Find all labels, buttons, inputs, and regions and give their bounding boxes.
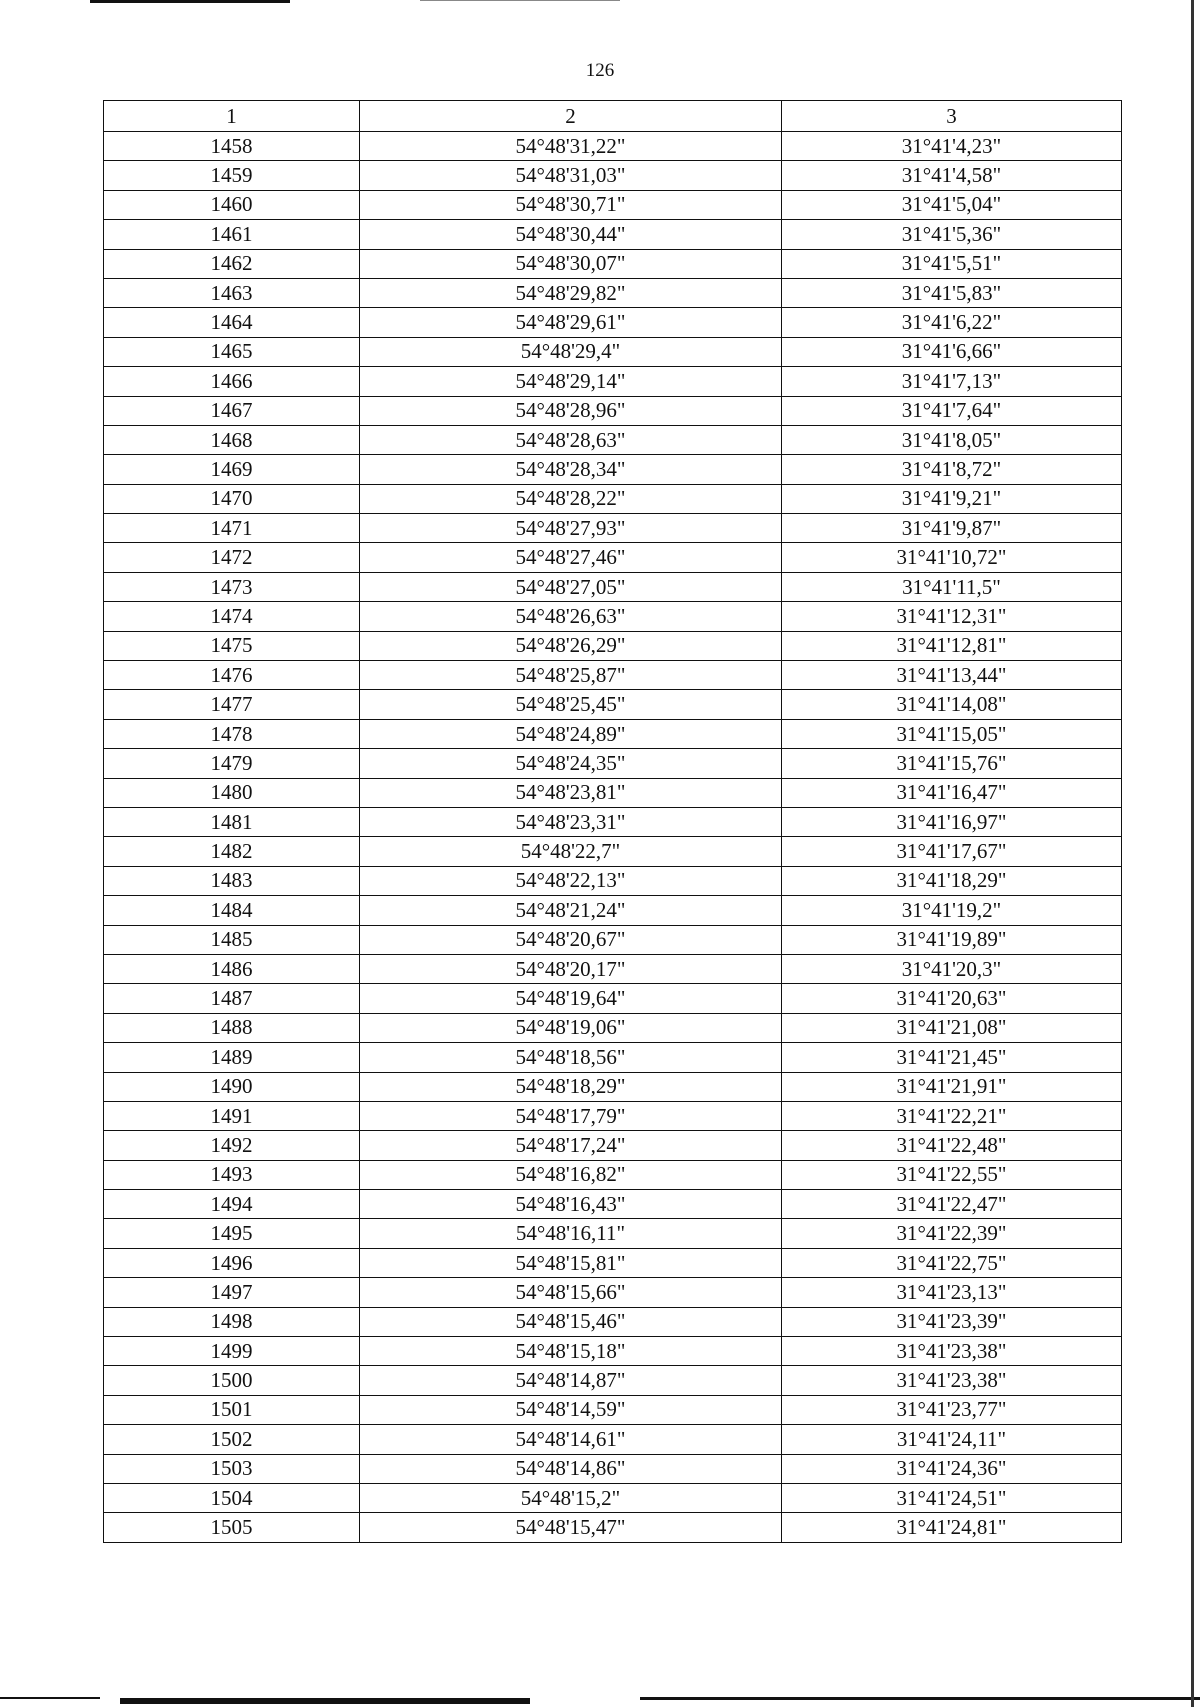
- longitude-cell: 31°41'9,21": [782, 484, 1122, 513]
- point-number-cell: 1476: [104, 661, 360, 690]
- longitude-cell: 31°41'23,38": [782, 1337, 1122, 1366]
- scan-artifact-bottom-right: [640, 1697, 1200, 1700]
- table-row: [104, 308, 1122, 337]
- latitude-cell: 54°48'30,71": [360, 190, 782, 219]
- longitude-cell: 31°41'21,45": [782, 1043, 1122, 1072]
- table-row: [104, 132, 1122, 161]
- longitude-cell: 31°41'22,39": [782, 1219, 1122, 1248]
- point-number-cell: 1483: [104, 866, 360, 895]
- table-row: [104, 161, 1122, 190]
- latitude-cell: 54°48'23,31": [360, 807, 782, 836]
- column-header-2: 2: [360, 101, 782, 132]
- latitude-cell: 54°48'22,7": [360, 837, 782, 866]
- table-row: [104, 1248, 1122, 1277]
- longitude-cell: 31°41'4,58": [782, 161, 1122, 190]
- longitude-cell: 31°41'24,51": [782, 1483, 1122, 1512]
- point-number-cell: 1463: [104, 278, 360, 307]
- longitude-cell: 31°41'15,05": [782, 719, 1122, 748]
- table-row: [104, 249, 1122, 278]
- longitude-cell: 31°41'21,08": [782, 1013, 1122, 1042]
- table-row: [104, 631, 1122, 660]
- point-number-cell: 1475: [104, 631, 360, 660]
- point-number-cell: 1487: [104, 984, 360, 1013]
- point-number-cell: 1477: [104, 690, 360, 719]
- longitude-cell: 31°41'22,21": [782, 1101, 1122, 1130]
- point-number-cell: 1485: [104, 925, 360, 954]
- latitude-cell: 54°48'29,61": [360, 308, 782, 337]
- table-row: [104, 484, 1122, 513]
- longitude-cell: 31°41'22,48": [782, 1131, 1122, 1160]
- latitude-cell: 54°48'14,59": [360, 1395, 782, 1424]
- longitude-cell: 31°41'10,72": [782, 543, 1122, 572]
- point-number-cell: 1459: [104, 161, 360, 190]
- table-row: [104, 1337, 1122, 1366]
- point-number-cell: 1488: [104, 1013, 360, 1042]
- longitude-cell: 31°41'21,91": [782, 1072, 1122, 1101]
- table-row: [104, 837, 1122, 866]
- point-number-cell: 1468: [104, 425, 360, 454]
- longitude-cell: 31°41'12,31": [782, 602, 1122, 631]
- point-number-cell: 1472: [104, 543, 360, 572]
- scan-artifact-bottom-middle: [120, 1698, 530, 1704]
- table-row: [104, 396, 1122, 425]
- table-row: [104, 778, 1122, 807]
- table-row: [104, 896, 1122, 925]
- table-row: [104, 1190, 1122, 1219]
- table-row: [104, 984, 1122, 1013]
- longitude-cell: 31°41'5,36": [782, 220, 1122, 249]
- point-number-cell: 1484: [104, 896, 360, 925]
- table-row: [104, 661, 1122, 690]
- latitude-cell: 54°48'14,86": [360, 1454, 782, 1483]
- longitude-cell: 31°41'8,72": [782, 455, 1122, 484]
- latitude-cell: 54°48'23,81": [360, 778, 782, 807]
- table-row: [104, 1131, 1122, 1160]
- longitude-cell: 31°41'24,81": [782, 1513, 1122, 1542]
- table-header-row: [104, 101, 1122, 132]
- latitude-cell: 54°48'14,61": [360, 1425, 782, 1454]
- scan-artifact-top-right: [420, 0, 620, 1]
- point-number-cell: 1466: [104, 367, 360, 396]
- table-row: [104, 1425, 1122, 1454]
- table-row: [104, 1278, 1122, 1307]
- table-row: [104, 690, 1122, 719]
- point-number-cell: 1470: [104, 484, 360, 513]
- table-row: [104, 367, 1122, 396]
- point-number-cell: 1461: [104, 220, 360, 249]
- table-row: [104, 1072, 1122, 1101]
- point-number-cell: 1498: [104, 1307, 360, 1336]
- latitude-cell: 54°48'31,22": [360, 132, 782, 161]
- point-number-cell: 1502: [104, 1425, 360, 1454]
- page-edge: [1191, 0, 1194, 1707]
- coordinates-table: [103, 100, 1122, 1543]
- table-row: [104, 337, 1122, 366]
- point-number-cell: 1491: [104, 1101, 360, 1130]
- point-number-cell: 1465: [104, 337, 360, 366]
- latitude-cell: 54°48'15,81": [360, 1248, 782, 1277]
- latitude-cell: 54°48'30,44": [360, 220, 782, 249]
- point-number-cell: 1489: [104, 1043, 360, 1072]
- longitude-cell: 31°41'20,3": [782, 954, 1122, 983]
- latitude-cell: 54°48'29,82": [360, 278, 782, 307]
- latitude-cell: 54°48'29,14": [360, 367, 782, 396]
- table-row: [104, 719, 1122, 748]
- point-number-cell: 1482: [104, 837, 360, 866]
- longitude-cell: 31°41'16,47": [782, 778, 1122, 807]
- table-row: [104, 1454, 1122, 1483]
- longitude-cell: 31°41'17,67": [782, 837, 1122, 866]
- table-row: [104, 1043, 1122, 1072]
- longitude-cell: 31°41'23,38": [782, 1366, 1122, 1395]
- point-number-cell: 1474: [104, 602, 360, 631]
- point-number-cell: 1501: [104, 1395, 360, 1424]
- latitude-cell: 54°48'31,03": [360, 161, 782, 190]
- point-number-cell: 1486: [104, 954, 360, 983]
- point-number-cell: 1496: [104, 1248, 360, 1277]
- longitude-cell: 31°41'22,55": [782, 1160, 1122, 1189]
- latitude-cell: 54°48'28,34": [360, 455, 782, 484]
- table-row: [104, 807, 1122, 836]
- latitude-cell: 54°48'18,56": [360, 1043, 782, 1072]
- latitude-cell: 54°48'28,96": [360, 396, 782, 425]
- table-row: [104, 866, 1122, 895]
- latitude-cell: 54°48'29,4": [360, 337, 782, 366]
- table-row: [104, 954, 1122, 983]
- latitude-cell: 54°48'15,18": [360, 1337, 782, 1366]
- latitude-cell: 54°48'24,89": [360, 719, 782, 748]
- point-number-cell: 1503: [104, 1454, 360, 1483]
- point-number-cell: 1490: [104, 1072, 360, 1101]
- latitude-cell: 54°48'15,66": [360, 1278, 782, 1307]
- table-row: [104, 425, 1122, 454]
- point-number-cell: 1494: [104, 1190, 360, 1219]
- latitude-cell: 54°48'15,2": [360, 1483, 782, 1512]
- scan-artifact-bottom-left: [0, 1697, 100, 1699]
- latitude-cell: 54°48'16,82": [360, 1160, 782, 1189]
- table-row: [104, 1513, 1122, 1542]
- longitude-cell: 31°41'13,44": [782, 661, 1122, 690]
- latitude-cell: 54°48'27,05": [360, 572, 782, 601]
- table-row: [104, 1307, 1122, 1336]
- table-row: [104, 1013, 1122, 1042]
- table-row: [104, 602, 1122, 631]
- longitude-cell: 31°41'19,89": [782, 925, 1122, 954]
- longitude-cell: 31°41'15,76": [782, 749, 1122, 778]
- page-number: 126: [585, 60, 615, 81]
- longitude-cell: 31°41'7,64": [782, 396, 1122, 425]
- point-number-cell: 1495: [104, 1219, 360, 1248]
- latitude-cell: 54°48'18,29": [360, 1072, 782, 1101]
- table-row: [104, 514, 1122, 543]
- point-number-cell: 1479: [104, 749, 360, 778]
- longitude-cell: 31°41'4,23": [782, 132, 1122, 161]
- longitude-cell: 31°41'5,51": [782, 249, 1122, 278]
- table-row: [104, 190, 1122, 219]
- table-row: [104, 749, 1122, 778]
- latitude-cell: 54°48'26,63": [360, 602, 782, 631]
- longitude-cell: 31°41'14,08": [782, 690, 1122, 719]
- table-row: [104, 1219, 1122, 1248]
- table-row: [104, 1366, 1122, 1395]
- column-header-3: 3: [782, 101, 1122, 132]
- latitude-cell: 54°48'15,46": [360, 1307, 782, 1336]
- latitude-cell: 54°48'14,87": [360, 1366, 782, 1395]
- column-header-1: 1: [104, 101, 360, 132]
- latitude-cell: 54°48'16,11": [360, 1219, 782, 1248]
- latitude-cell: 54°48'26,29": [360, 631, 782, 660]
- longitude-cell: 31°41'23,13": [782, 1278, 1122, 1307]
- longitude-cell: 31°41'11,5": [782, 572, 1122, 601]
- longitude-cell: 31°41'23,39": [782, 1307, 1122, 1336]
- longitude-cell: 31°41'16,97": [782, 807, 1122, 836]
- longitude-cell: 31°41'8,05": [782, 425, 1122, 454]
- latitude-cell: 54°48'30,07": [360, 249, 782, 278]
- longitude-cell: 31°41'12,81": [782, 631, 1122, 660]
- latitude-cell: 54°48'24,35": [360, 749, 782, 778]
- latitude-cell: 54°48'27,93": [360, 514, 782, 543]
- latitude-cell: 54°48'17,24": [360, 1131, 782, 1160]
- point-number-cell: 1497: [104, 1278, 360, 1307]
- longitude-cell: 31°41'19,2": [782, 896, 1122, 925]
- table-row: [104, 1160, 1122, 1189]
- latitude-cell: 54°48'21,24": [360, 896, 782, 925]
- table-row: [104, 925, 1122, 954]
- point-number-cell: 1462: [104, 249, 360, 278]
- table-row: [104, 572, 1122, 601]
- longitude-cell: 31°41'24,36": [782, 1454, 1122, 1483]
- longitude-cell: 31°41'5,83": [782, 278, 1122, 307]
- latitude-cell: 54°48'19,06": [360, 1013, 782, 1042]
- latitude-cell: 54°48'27,46": [360, 543, 782, 572]
- latitude-cell: 54°48'15,47": [360, 1513, 782, 1542]
- table-row: [104, 1395, 1122, 1424]
- latitude-cell: 54°48'28,63": [360, 425, 782, 454]
- point-number-cell: 1481: [104, 807, 360, 836]
- table-row: [104, 1483, 1122, 1512]
- scan-artifact-top-left: [90, 0, 290, 3]
- longitude-cell: 31°41'18,29": [782, 866, 1122, 895]
- table-body: [104, 132, 1122, 1543]
- point-number-cell: 1473: [104, 572, 360, 601]
- latitude-cell: 54°48'22,13": [360, 866, 782, 895]
- latitude-cell: 54°48'19,64": [360, 984, 782, 1013]
- point-number-cell: 1493: [104, 1160, 360, 1189]
- point-number-cell: 1492: [104, 1131, 360, 1160]
- table-row: [104, 278, 1122, 307]
- latitude-cell: 54°48'20,67": [360, 925, 782, 954]
- longitude-cell: 31°41'22,75": [782, 1248, 1122, 1277]
- table-row: [104, 455, 1122, 484]
- longitude-cell: 31°41'22,47": [782, 1190, 1122, 1219]
- point-number-cell: 1505: [104, 1513, 360, 1542]
- point-number-cell: 1499: [104, 1337, 360, 1366]
- point-number-cell: 1469: [104, 455, 360, 484]
- longitude-cell: 31°41'23,77": [782, 1395, 1122, 1424]
- latitude-cell: 54°48'17,79": [360, 1101, 782, 1130]
- longitude-cell: 31°41'5,04": [782, 190, 1122, 219]
- latitude-cell: 54°48'16,43": [360, 1190, 782, 1219]
- point-number-cell: 1467: [104, 396, 360, 425]
- latitude-cell: 54°48'25,45": [360, 690, 782, 719]
- latitude-cell: 54°48'20,17": [360, 954, 782, 983]
- point-number-cell: 1471: [104, 514, 360, 543]
- point-number-cell: 1500: [104, 1366, 360, 1395]
- table-row: [104, 220, 1122, 249]
- point-number-cell: 1480: [104, 778, 360, 807]
- longitude-cell: 31°41'24,11": [782, 1425, 1122, 1454]
- point-number-cell: 1478: [104, 719, 360, 748]
- longitude-cell: 31°41'9,87": [782, 514, 1122, 543]
- longitude-cell: 31°41'20,63": [782, 984, 1122, 1013]
- longitude-cell: 31°41'6,66": [782, 337, 1122, 366]
- longitude-cell: 31°41'6,22": [782, 308, 1122, 337]
- latitude-cell: 54°48'25,87": [360, 661, 782, 690]
- longitude-cell: 31°41'7,13": [782, 367, 1122, 396]
- point-number-cell: 1458: [104, 132, 360, 161]
- latitude-cell: 54°48'28,22": [360, 484, 782, 513]
- point-number-cell: 1460: [104, 190, 360, 219]
- point-number-cell: 1504: [104, 1483, 360, 1512]
- table-row: [104, 1101, 1122, 1130]
- point-number-cell: 1464: [104, 308, 360, 337]
- table-row: [104, 543, 1122, 572]
